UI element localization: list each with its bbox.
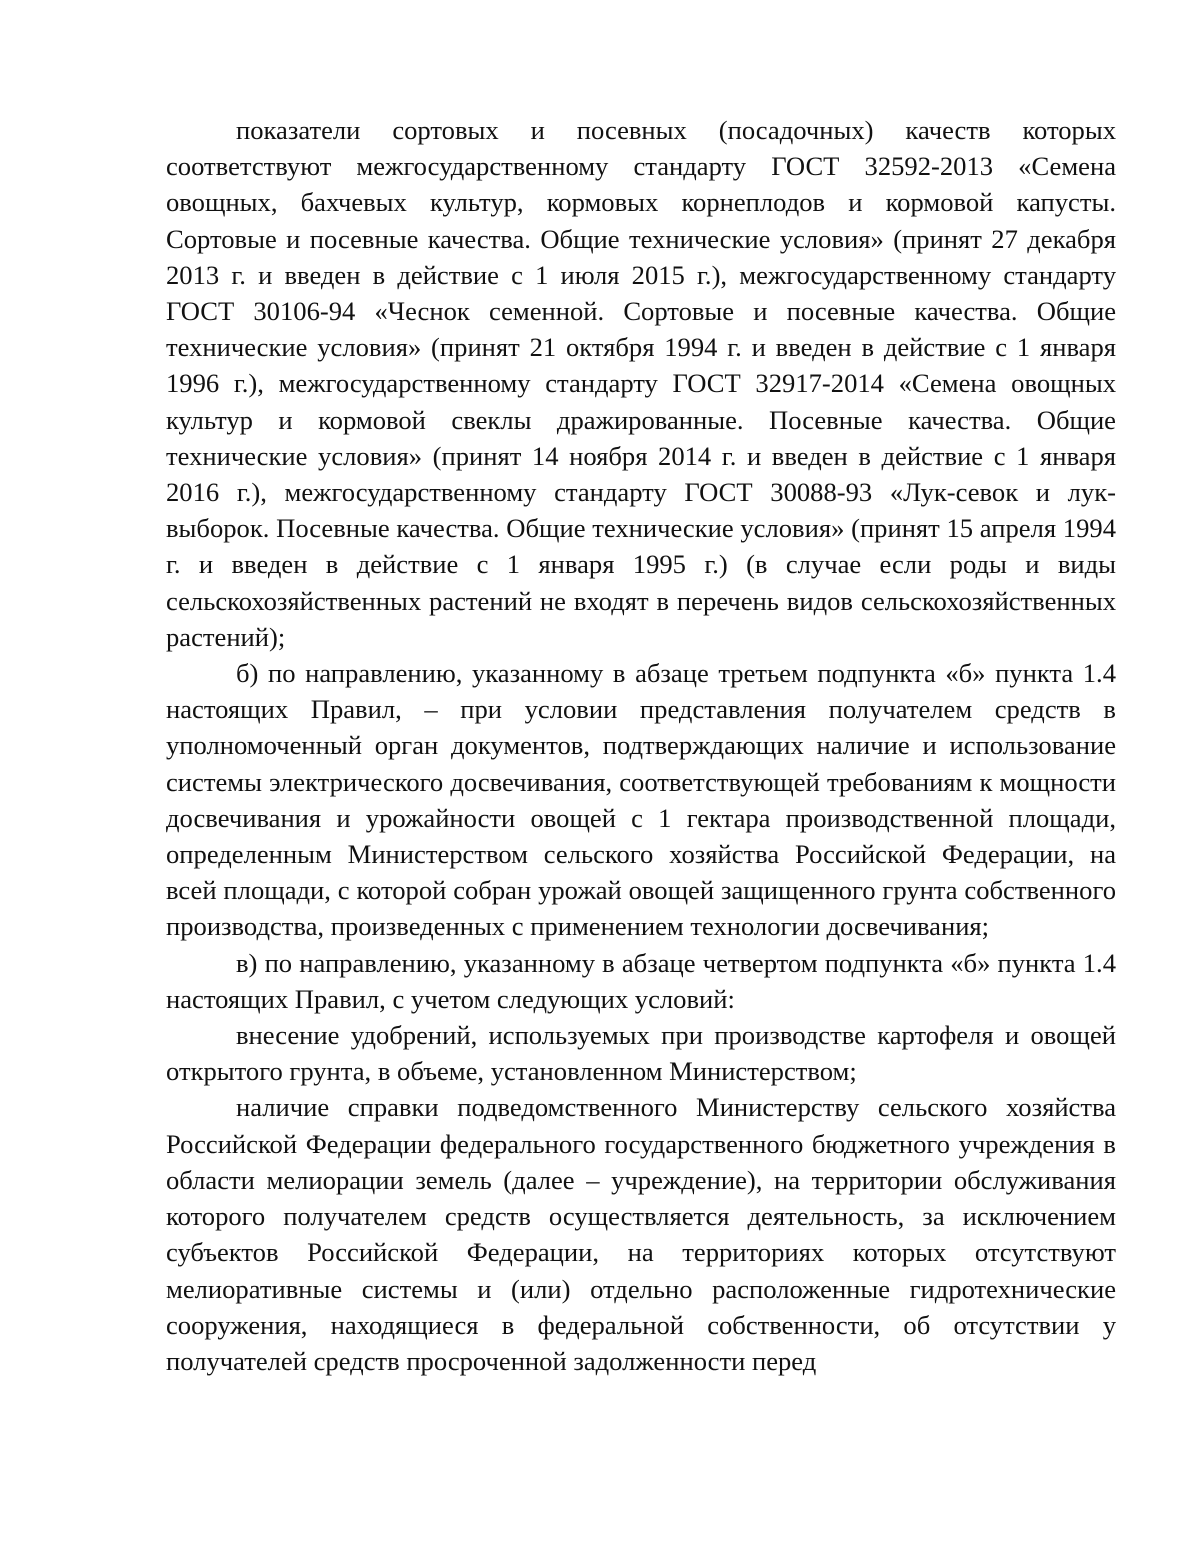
paragraph-subitem-v-conditions: в) по направлению, указанному в абзаце четвертом подпункта «б» пункта 1.4 настоящих Правил, с учетом следующих условий: xyxy=(166,947,1116,1014)
paragraph-seed-quality-standards: показатели сортовых и посевных (посадочных) качеств которых соответствуют межгосударственному стандарту ГОСТ 32592-2013 «Семена овощных, бахчевых культур, кормовых корнеплодов и кормовой капусты. Сортовые и посевные качества. Общие технические условия» (принят 27 декабря 2013 г. и введен в действие с 1 июля 2015 г.), межгосударственному стандарту ГОСТ 30106-94 «Чеснок семенной. Сортовые и посевные качества. Общие технические условия» (принят 21 октября 1994 г. и введен в действие с 1 января 1996 г.), межгосударственному стандарту ГОСТ 32917-2014 «Семена овощных культур и кормовой свеклы дражированные. Посевные качества. Общие технические условия» (принят 14 ноября 2014 г. и введен в действие с 1 января 2016 г.), межгосударственному стандарту ГОСТ 30088-93 «Лук-севок и лук-выборок. Посевные качества. Общие технические условия» (принят 15 апреля 1994 г. и введен в действие с 1 января 1995 г.) (в случае если роды и виды сельскохозяйственных растений не входят в перечень видов сельскохозяйственных растений); xyxy=(166,115,1116,652)
document-page xyxy=(166,112,1116,1379)
paragraph-reclamation-certificate: наличие справки подведомственного Министерству сельского хозяйства Российской Федерации федерального государственного бюджетного учреждения в области мелиорации земель (далее – учреждение), на территории обслуживания которого получателем средств осуществляется деятельность, за исключением субъектов Российской Федерации, на территориях которых отсутствуют мелиоративные системы и (или) отдельно расположенные гидротехнические сооружения, находящиеся в федеральной собственности, об отсутствии у получателей средств просроченной задолженности перед xyxy=(166,1092,1116,1376)
paragraph-subitem-b-supplementary-lighting: б) по направлению, указанному в абзаце третьем подпункта «б» пункта 1.4 настоящих Правил, – при условии представления получателем средств в уполномоченный орган документов, подтверждающих наличие и использование системы электрического досвечивания, соответствующей требованиям к мощности досвечивания и урожайности овощей с 1 гектара производственной площади, определенным Министерством сельского хозяйства Российской Федерации, на всей площади, с которой собран урожай овощей защищенного грунта собственного производства, произведенных с применением технологии досвечивания; xyxy=(166,658,1116,942)
paragraph-fertilizer-application: внесение удобрений, используемых при производстве картофеля и овощей открытого грунта, в объеме, установленном Министерством; xyxy=(166,1020,1116,1087)
